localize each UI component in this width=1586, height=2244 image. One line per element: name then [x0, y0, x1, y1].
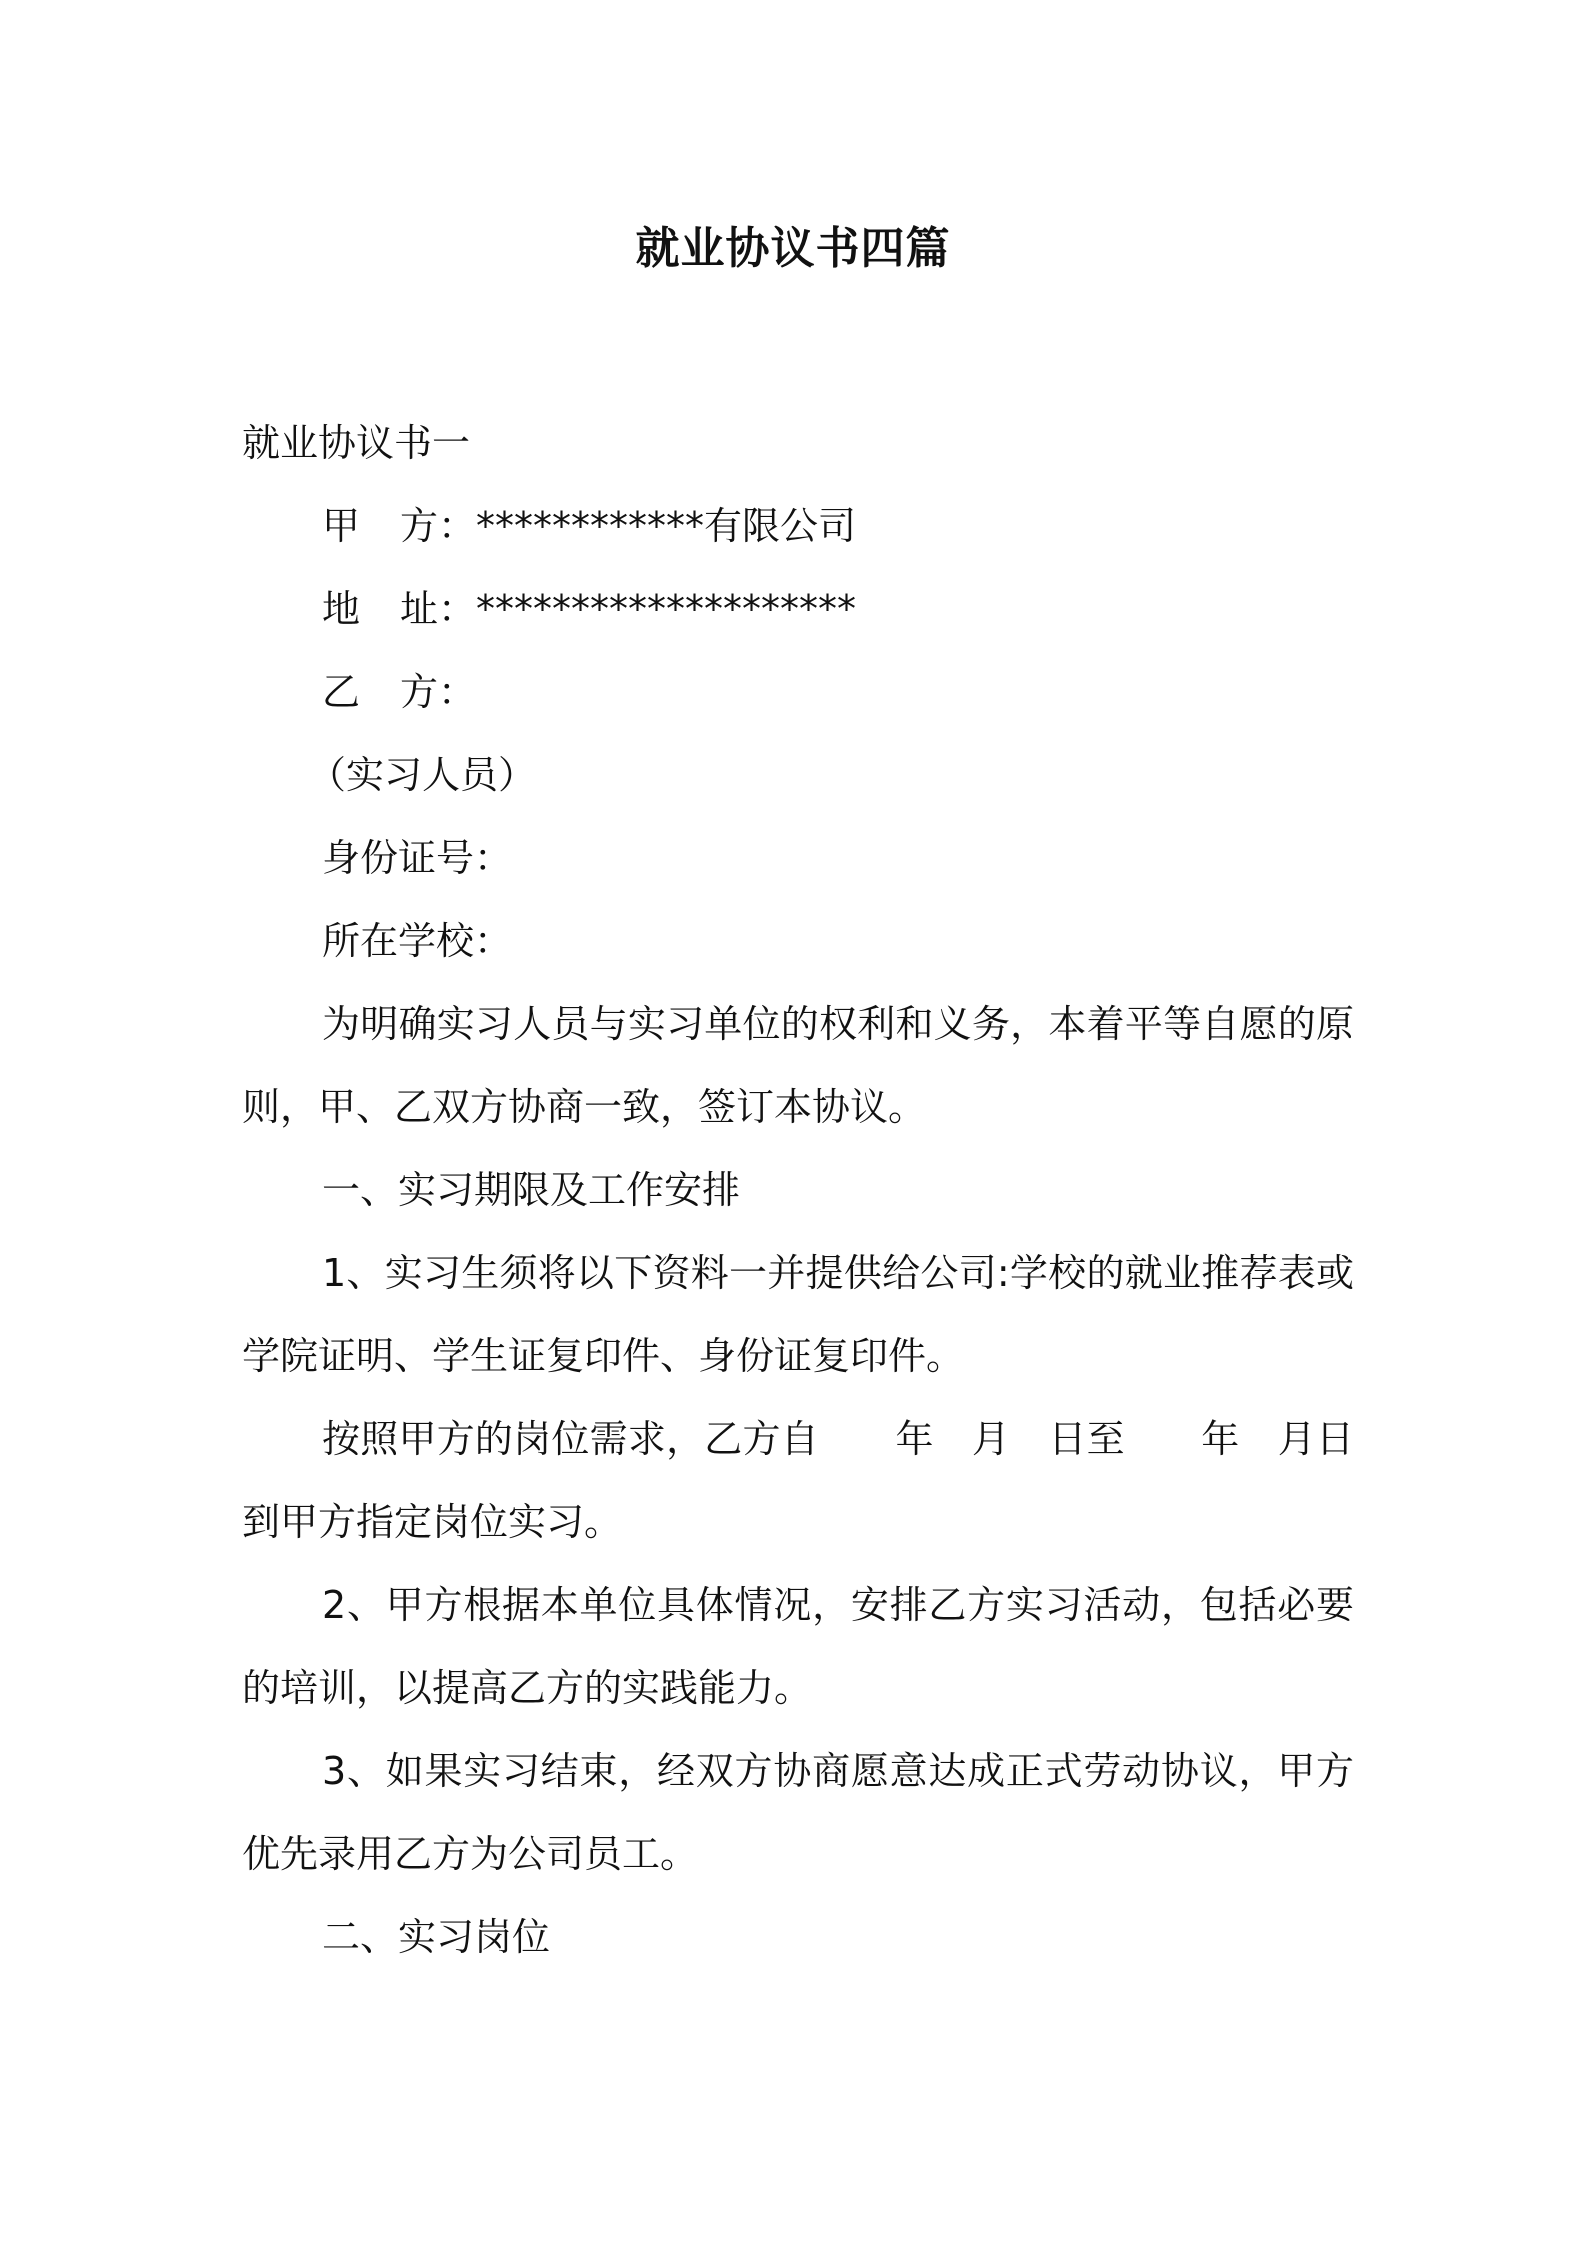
- party-a-label-1: 甲: [322, 504, 361, 548]
- address-label-1: 地: [322, 587, 361, 631]
- item-2-paragraph: 2、甲方根据本单位具体情况，安排乙方实习活动，包括必要的培训，以提高乙方的实践能力。: [242, 1583, 1354, 1710]
- party-b-label-2: 方：: [400, 670, 477, 714]
- address-line: [242, 568, 1354, 651]
- school-label: 所在学校：: [322, 919, 513, 963]
- party-a-line: [242, 485, 1354, 568]
- intern-note: （实习人员）: [308, 753, 537, 797]
- section-one-heading: 一、实习期限及工作安排: [322, 1168, 741, 1212]
- section-heading: 就业协议书一: [242, 421, 471, 465]
- address-value: ********************: [476, 587, 857, 631]
- item-3-paragraph: 3、如果实习结束，经双方协商愿意达成正式劳动协议，甲方优先录用乙方为公司员工。: [242, 1749, 1354, 1876]
- party-a-label-2: 方：: [400, 504, 477, 548]
- document-title: 就业协议书四篇: [635, 223, 951, 274]
- party-a-value: ************有限公司: [476, 504, 857, 548]
- intro-paragraph: 为明确实习人员与实习单位的权利和义务，本着平等自愿的原则，甲、乙双方协商一致，签订本协议。: [242, 1002, 1354, 1129]
- item-1-paragraph: 1、实习生须将以下资料一并提供给公司:学校的就业推荐表或学院证明、学生证复印件、身份证复印件。: [242, 1251, 1354, 1378]
- period-paragraph: 按照甲方的岗位需求，乙方自 年 月 日至 年 月日到甲方指定岗位实习。: [242, 1417, 1354, 1544]
- party-b-line: [242, 651, 1354, 734]
- party-b-label-1: 乙: [322, 670, 361, 714]
- document-body: [242, 402, 1354, 1979]
- id-number-label: 身份证号：: [322, 836, 513, 880]
- address-label-2: 址：: [400, 587, 477, 631]
- section-two-heading: 二、实习岗位: [322, 1915, 551, 1959]
